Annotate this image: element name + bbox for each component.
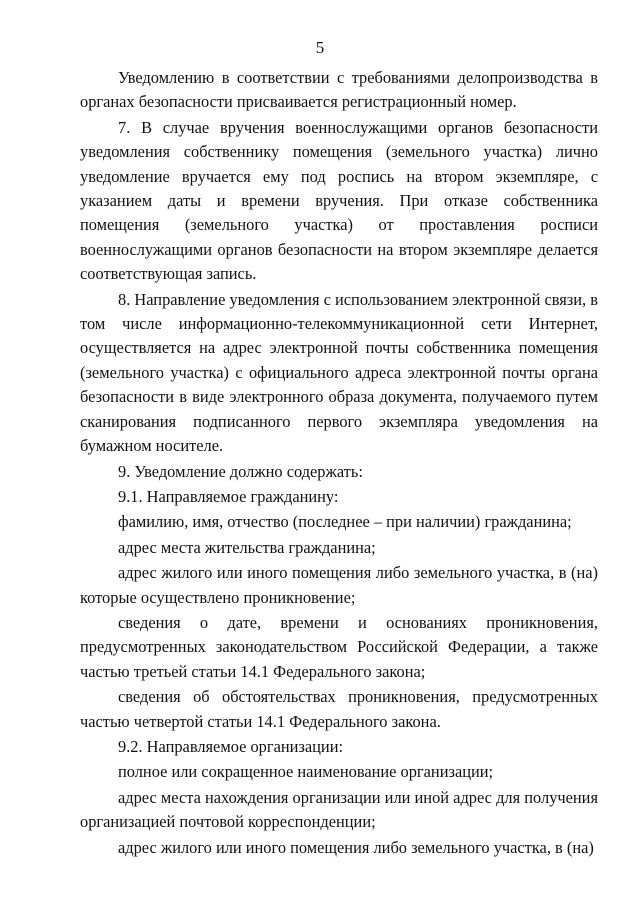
paragraph-7-delivery: 7. В случае вручения военнослужащими органов безопасности уведомления собственнику помещения (земельного участка) лично уведомление вручается ему под роспись на втором экземпляре, с указанием даты и времени вручения. При отказе собственника помещения (земельного участка) от проставления росписи военнослужащими органов безопасности на втором экземпляре делается соответствующая запись.: [80, 117, 598, 284]
page-number: 5: [315, 38, 325, 57]
paragraph-9-2-heading: 9.2. Направляемое организации:: [118, 736, 344, 756]
paragraph-8-electronic: 8. Направление уведомления с использованием электронной связи, в том числе информационно-телекоммуникационной сети Интернет, осуществляется на адрес электронной почты собственника помещения (земельного участка) с официального адреса электронной почты органа безопасности в виде электронного образа документа, получаемого путем сканирования подписанного первого экземпляра уведомления на бумажном носителе.: [80, 289, 598, 456]
list-item-circumstances: сведения об обстоятельствах проникновения, предусмотренных частью четвертой статьи 14.1 Федерального закона.: [80, 687, 598, 731]
paragraph-9-heading: 9. Уведомление должно содержать:: [118, 461, 363, 481]
list-item-premises-address-org: адрес жилого или иного помещения либо земельного участка, в (на): [118, 837, 594, 857]
list-item-organization-name: полное или сокращенное наименование организации;: [118, 762, 494, 782]
paragraph-9-1-heading: 9.1. Направляемое гражданину:: [118, 486, 339, 506]
list-item-full-name: фамилию, имя, отчество (последнее – при наличии) гражданина;: [118, 512, 572, 532]
list-item-organization-address: адрес места нахождения организации или иной адрес для получения организацией почтовой корреспонденции;: [80, 787, 598, 832]
list-item-premises-address: адрес жилого или иного помещения либо земельного участка, в (на) которые осуществлено проникновение;: [80, 563, 598, 607]
paragraph-registration-number: Уведомлению в соответствии с требованиями делопроизводства в органах безопасности присваивается регистрационный номер.: [80, 68, 598, 112]
document-body: [80, 66, 598, 860]
list-item-residence-address: адрес места жительства гражданина;: [118, 537, 376, 557]
list-item-date-time-grounds: сведения о дате, времени и основаниях проникновения, предусмотренных законодательством Российской Федерации, а также частью третьей статьи 14.1 Федерального закона;: [80, 612, 598, 681]
